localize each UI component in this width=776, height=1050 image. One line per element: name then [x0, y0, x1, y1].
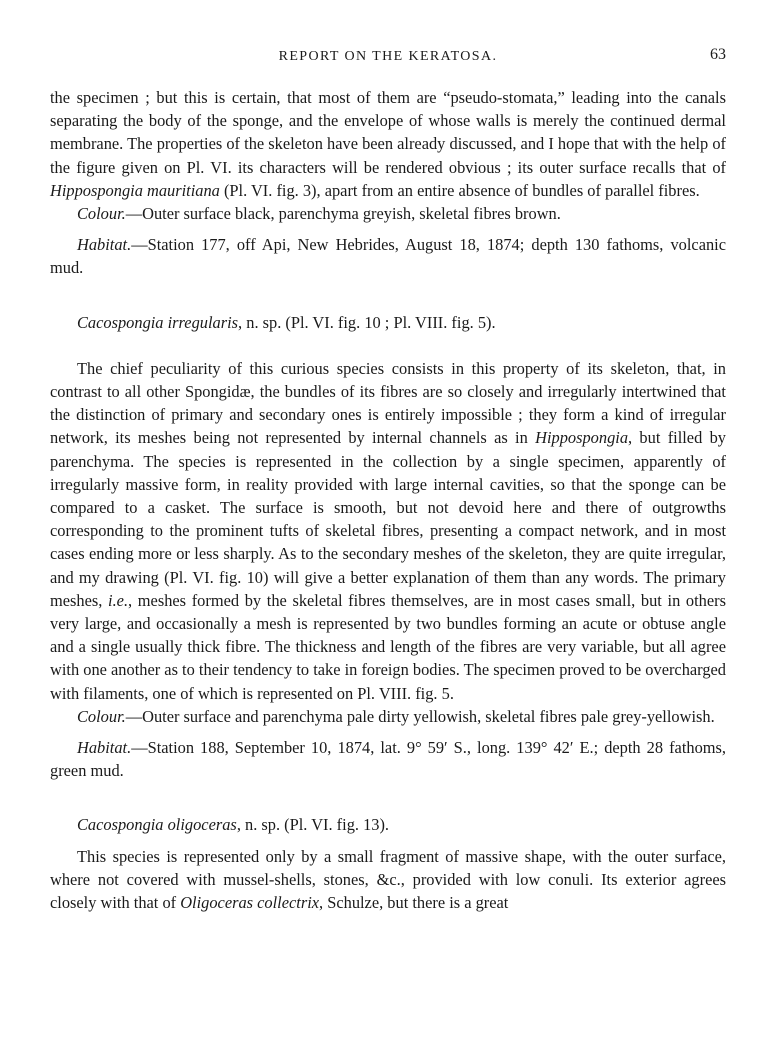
description-text: , but filled by parenchyma. The species is represented in the collection by a single specimen, apparently of irregularly massive form, in reality provided with large internal cavities, so that the sponge can be compared to a casket. The surface is smooth, but not devoid here and there of outgrowths corresponding to the prominent tufts of skeletal fibres, presenting a compact network, and in most cases ending more or less sharply. As to the secondary meshes of the skeleton, they are quite irregular, and my drawing (Pl. VI. fig. 10) will give a better explanation of them than any words. The primary meshes, — [50, 428, 726, 610]
species-name: Cacospongia irregularis — [77, 312, 239, 332]
species-reference: , n. sp. (Pl. VI. fig. 10 ; Pl. VIII. fig. 5). — [238, 312, 496, 332]
page-number: 63 — [710, 46, 726, 63]
description-text: This species is represented only by a small fragment of massive shape, with the outer surface, where not covered with mussel-shells, stones, &c., provided with low conuli. Its exterior agrees closely with that of — [50, 846, 726, 913]
colour-text: —Outer surface black, parenchyma greyish, skeletal fibres brown. — [125, 204, 561, 224]
species-heading — [50, 813, 726, 836]
habitat-label: Habitat. — [77, 235, 132, 255]
running-title: REPORT ON THE KERATOSA. — [278, 49, 498, 64]
description-text: The chief peculiarity of this curious species consists in this property of its skeleton, that, in contrast to all other Spongidæ, the bundles of its fibres are so closely and irregularly intertwined that the distinction of primary and secondary ones is entirely impossible ; they form a kind of irregular network, its meshes being not represented by internal channels as in — [50, 358, 726, 448]
colour-paragraph — [50, 202, 726, 225]
colour-text: —Outer surface and parenchyma pale dirty yellowish, skeletal fibres pale grey-yellowish. — [125, 706, 715, 726]
continuation-text: the specimen ; but this is certain, that most of them are “pseudo-stomata,” leading into the canals separating the body of the sponge, and the envelope of whose walls is merely the continued dermal membrane. The properties of the skeleton have been already discussed, and I hope that with the help of the figure given on Pl. VI. its characters will be rendered obvious ; its outer surface recalls that of — [50, 88, 726, 177]
description-paragraph — [50, 845, 726, 915]
habitat-label: Habitat. — [77, 738, 132, 758]
colour-label: Colour. — [77, 204, 126, 224]
description-text: , Schulze, but there is a great — [319, 893, 509, 913]
page-body — [50, 86, 726, 914]
species-name: Cacospongia oligoceras — [77, 815, 237, 835]
continuation-text-end: (Pl. VI. fig. 3), apart from an entire absence of bundles of parallel fibres. — [219, 180, 700, 200]
abbreviation: i.e. — [108, 590, 129, 610]
running-header — [50, 46, 726, 68]
colour-label: Colour. — [77, 706, 126, 726]
taxon-name: Oligoceras collectrix — [180, 893, 320, 913]
species-reference: , n. sp. (Pl. VI. fig. 13). — [236, 815, 390, 835]
description-paragraph — [50, 357, 726, 705]
habitat-text: —Station 177, off Api, New Hebrides, August 18, 1874; depth 130 fathoms, volcanic mud. — [50, 235, 726, 278]
habitat-paragraph — [50, 233, 726, 279]
description-text: , meshes formed by the skeletal fibres themselves, are in most cases small, but in others very large, and occasionally a mesh is represented by two bundles forming an acute or obtuse angle and a single usually thick fibre. The thickness and length of the fibres are very variable, but all agree with one another as to their tendency to take in foreign bodies. The specimen proved to be overcharged with filaments, one of which is represented on Pl. VIII. fig. 5. — [50, 590, 726, 703]
continuation-paragraph — [50, 86, 726, 202]
taxon-name: Hippospongia mauritiana — [50, 180, 220, 200]
habitat-paragraph — [50, 736, 726, 782]
taxon-name: Hippospongia — [535, 428, 629, 448]
colour-paragraph — [50, 705, 726, 728]
species-heading — [50, 311, 726, 334]
habitat-text: —Station 188, September 10, 1874, lat. 9° 59′ S., long. 139° 42′ E.; depth 28 fathoms, green mud. — [50, 738, 726, 781]
